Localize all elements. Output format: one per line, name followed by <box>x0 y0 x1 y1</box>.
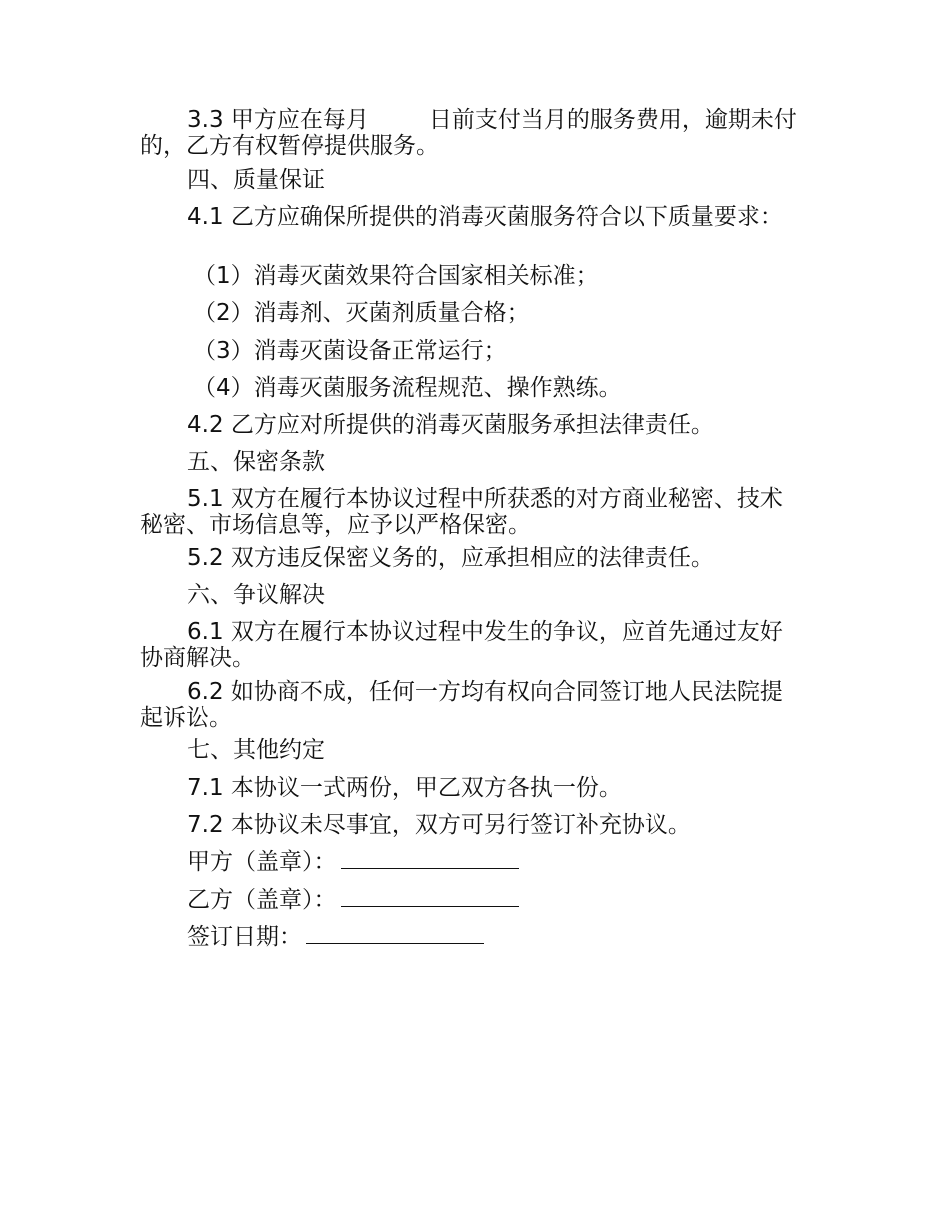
list-item: （2）消毒剂、灭菌剂质量合格； <box>193 300 530 326</box>
section-heading-5: 五、保密条款 <box>187 449 325 475</box>
list-item: （4）消毒灭菌服务流程规范、操作熟练。 <box>193 375 622 401</box>
clause-3-3-text-start: 3.3 甲方应在每月 <box>187 107 369 133</box>
list-item: （1）消毒灭菌效果符合国家相关标准； <box>193 263 599 289</box>
section-heading-4: 四、质量保证 <box>187 167 325 193</box>
clause-6-2: 6.2 如协商不成，任何一方均有权向合同签订地人民法院提起诉讼。 <box>140 679 783 731</box>
signature-party-b <box>187 887 519 913</box>
party-a-signature-line <box>341 850 519 869</box>
clause-4-2: 4.2 乙方应对所提供的消毒灭菌服务承担法律责任。 <box>187 412 714 438</box>
section-heading-7: 七、其他约定 <box>187 737 325 763</box>
clause-3-3-text-end: 日前支付当月的服务费用，逾期未付的，乙方有权暂停提供服务。 <box>140 107 797 159</box>
clause-5-2: 5.2 双方违反保密义务的，应承担相应的法律责任。 <box>187 545 714 571</box>
party-b-signature-line <box>341 888 519 907</box>
clause-4-1: 4.1 乙方应确保所提供的消毒灭菌服务符合以下质量要求： <box>187 204 783 230</box>
section-heading-6: 六、争议解决 <box>187 582 325 608</box>
clause-6-1: 6.1 双方在履行本协议过程中发生的争议，应首先通过友好协商解决。 <box>140 619 783 671</box>
clause-7-1: 7.1 本协议一式两份，甲乙双方各执一份。 <box>187 775 622 801</box>
date-label: 签订日期： <box>187 924 302 950</box>
party-b-label: 乙方（盖章）： <box>187 887 337 913</box>
clause-7-2: 7.2 本协议未尽事宜，双方可另行签订补充协议。 <box>187 812 691 838</box>
party-a-label: 甲方（盖章）： <box>187 849 337 875</box>
signature-party-a <box>187 849 519 875</box>
clause-5-1: 5.1 双方在履行本协议过程中所获悉的对方商业秘密、技术秘密、市场信息等，应予以严格保密。 <box>140 486 783 538</box>
clause-3-3 <box>140 107 805 159</box>
signature-date <box>187 924 484 950</box>
date-signature-line <box>306 925 484 944</box>
list-item: （3）消毒灭菌设备正常运行； <box>193 338 507 364</box>
